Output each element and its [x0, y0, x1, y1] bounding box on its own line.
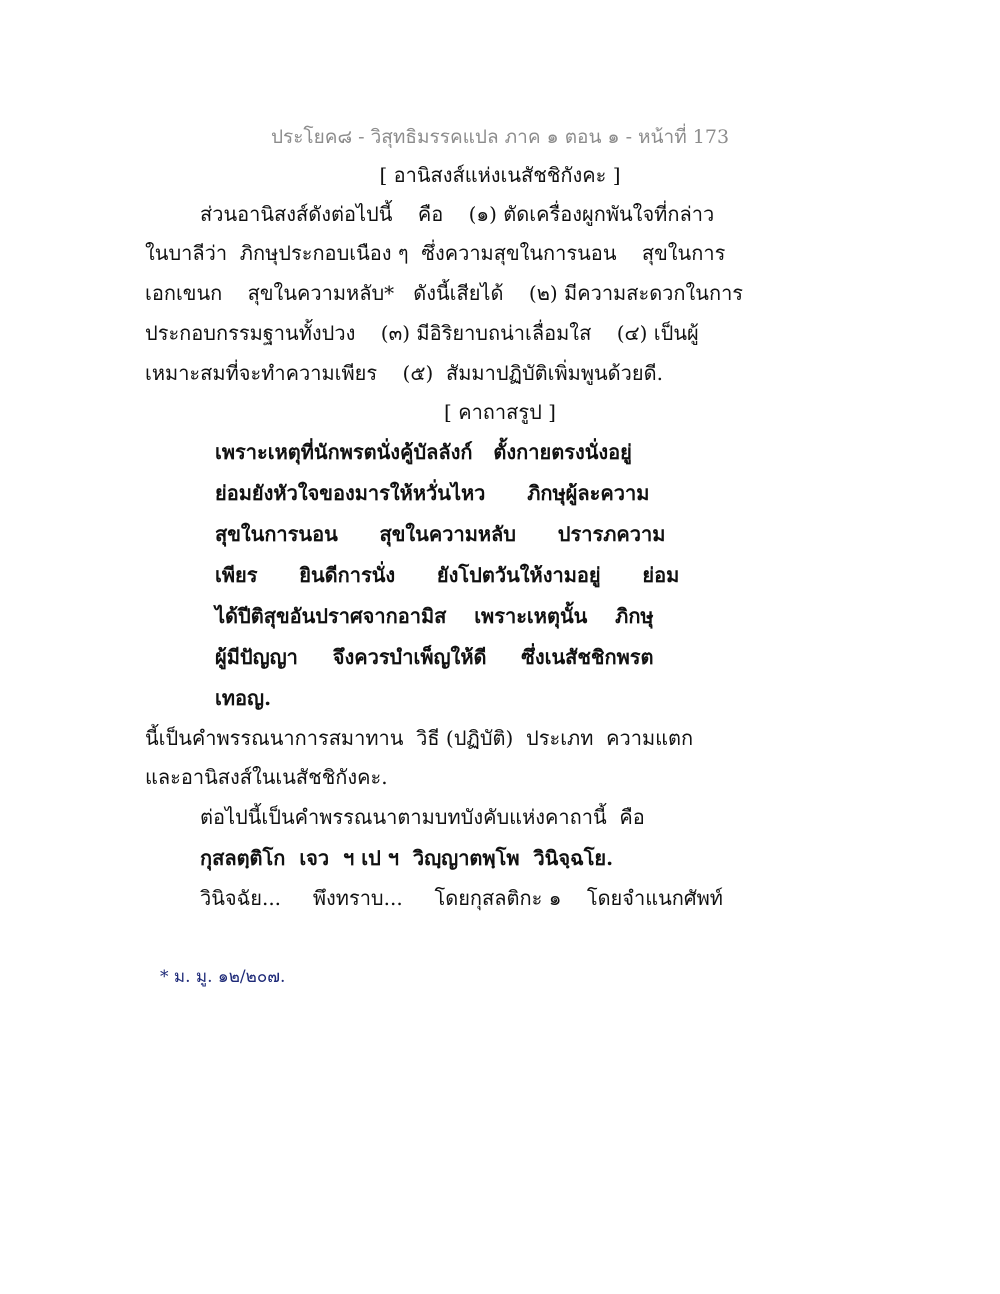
para2-line-2: และอานิสงส์ในเนสัชชิกังคะ. [145, 765, 388, 789]
verse-line-2: ย่อมยังหัวใจของมารให้หวั่นไหว ภิกษุผู้ละความ [215, 481, 650, 505]
verse-line-5: ได้ปีติสุขอันปราศจากอามิส เพราะเหตุนั้น ภิกษุ [215, 604, 654, 628]
verse-line-7: เทอญ. [215, 686, 272, 710]
para1-line-1: ส่วนอานิสงส์ดังต่อไปนี้ คือ (๑) ตัดเครื่องผูกพันใจที่กล่าว [200, 202, 715, 226]
verse-line-1: เพราะเหตุที่นักพรตนั่งคู้บัลลังก์ ตั้งกายตรงนั่งอยู่ [215, 440, 632, 464]
verse-heading: [ คาถาสรูป ] [444, 400, 556, 424]
page-header: ประโยค๘ - วิสุทธิมรรคแปล ภาค ๑ ตอน ๑ - หน้าที่ 173 [270, 126, 730, 148]
para1-line-3: เอกเขนก สุขในความหลับ* ดังนี้เสียได้ (๒) มีความสะดวกในการ [145, 281, 744, 305]
para3-intro: ต่อไปนี้เป็นคำพรรณนาตามบทบังคับแห่งคาถานี้ คือ [200, 805, 645, 829]
para1-line-5: เหมาะสมที่จะทำความเพียร (๕) สัมมาปฏิบัติเพิ่มพูนด้วยดี. [145, 361, 663, 385]
para1-line-2: ในบาลีว่า ภิกษุประกอบเนือง ๆ ซึ่งความสุขในการนอน สุขในการ [145, 241, 726, 265]
section-heading: [ อานิสงส์แห่งเนสัชชิกังคะ ] [379, 163, 621, 187]
para1-line-4: ประกอบกรรมฐานทั้งปวง (๓) มีอิริยาบถน่าเลื่อมใส (๔) เป็นผู้ [145, 321, 699, 345]
verse-line-3: สุขในการนอน สุขในความหลับ ปรารภความ [215, 522, 666, 546]
verse-line-4: เพียร ยินดีการนั่ง ยังโปตวันให้งามอยู่ ย่อม [215, 563, 680, 587]
para2-line-1: นี้เป็นคำพรรณนาการสมาทาน วิธี (ปฏิบัติ) ประเภท ความแตก [145, 726, 694, 750]
footnote: * ม. มู. ๑๒/๒๐๗. [160, 967, 286, 987]
para3-last: วินิจฉัย... พึงทราบ... โดยกุสลติกะ ๑ โดยจำแนกศัพท์ [200, 886, 723, 910]
para3-pali: กุสลตฺติโก เจว ฯ เป ฯ วิญฺญาตพฺโพ วินิจฺฉโย. [200, 846, 614, 870]
verse-line-6: ผู้มีปัญญา จึงควรบำเพ็ญให้ดี ซึ่งเนสัชชิกพรต [215, 645, 654, 669]
